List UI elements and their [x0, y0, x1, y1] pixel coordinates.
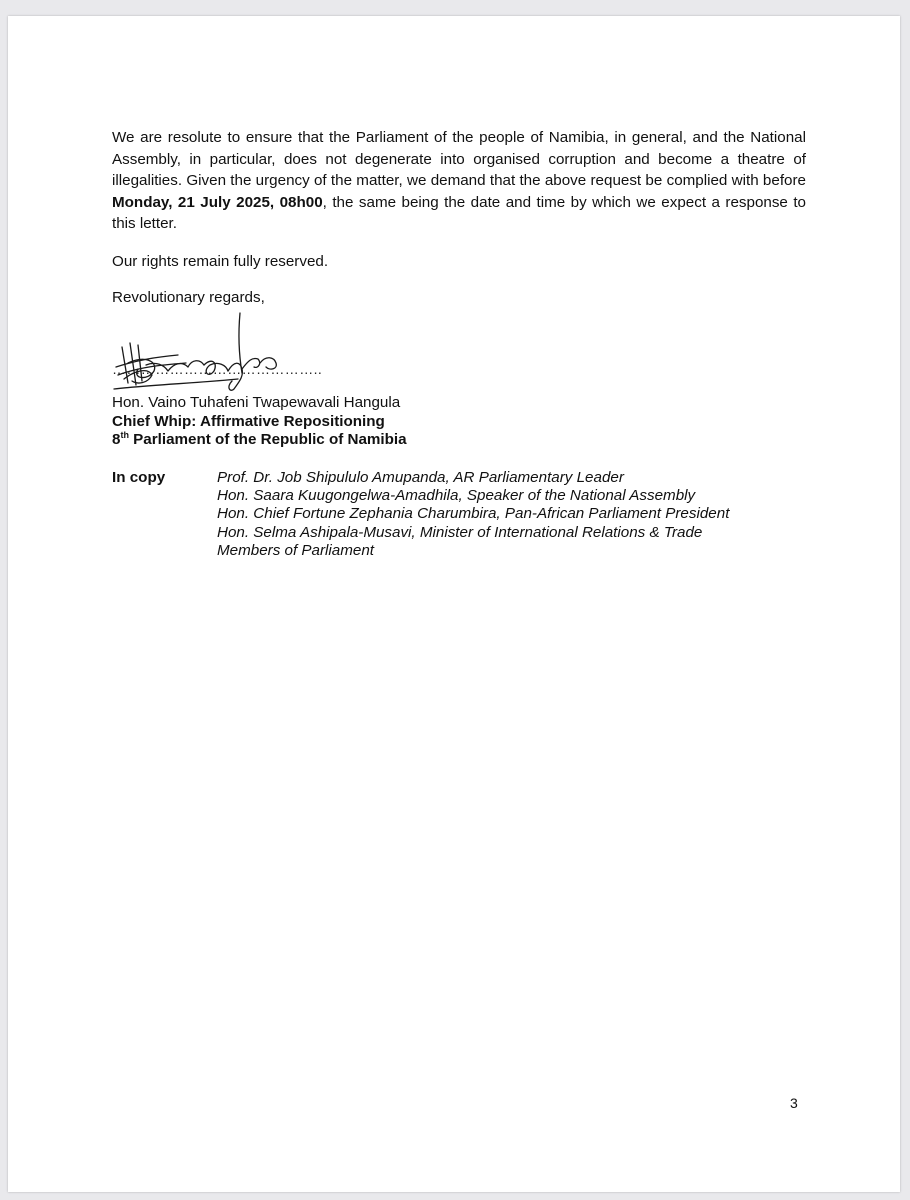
paragraph-resolution	[112, 127, 806, 235]
in-copy-label: In copy	[112, 469, 166, 486]
copy-recipient: Hon. Selma Ashipala-Musavi, Minister of International Relations & Trade	[217, 523, 703, 541]
rights-reserved: Our rights remain fully reserved.	[112, 253, 329, 270]
signature-line: ……………………………………..	[112, 361, 323, 377]
copy-recipient: Members of Parliament	[217, 541, 374, 559]
signer-name: Hon. Vaino Tuhafeni Twapewavali Hangula	[112, 394, 401, 411]
copy-recipient: Hon. Saara Kuugongelwa-Amadhila, Speaker of the National Assembly	[217, 487, 696, 505]
signer-title: Chief Whip: Affirmative Repositioning	[112, 412, 385, 430]
ordinal-number: 8	[112, 431, 121, 448]
para-text-start: We are resolute to ensure that the Parliament of the people of Namibia, in general, and the National Assembly, in particular, does not degenerate into organised corruption and become a theatre of illegalities. Given the urgency of the matter, we demand that the above request be complied with before	[112, 129, 806, 189]
ordinal-suffix: th	[120, 429, 129, 440]
copy-recipient: Prof. Dr. Job Shipululo Amupanda, AR Parliamentary Leader	[217, 469, 624, 486]
closing-salutation: Revolutionary regards,	[112, 289, 265, 306]
signature-image	[108, 305, 308, 395]
signer-block	[112, 394, 407, 450]
deadline-date: Monday, 21 July 2025, 08h00	[112, 193, 323, 211]
copy-recipient: Hon. Chief Fortune Zephania Charumbira, Pan-African Parliament President	[217, 505, 730, 523]
parliament-text: Parliament of the Republic of Namibia	[128, 431, 407, 448]
copy-recipients-list	[217, 469, 729, 560]
page-number: 3	[790, 1095, 798, 1111]
letter-page	[8, 16, 900, 1192]
para-text-end: , the same being the date and time by which we expect a response to this letter.	[112, 193, 807, 232]
signer-parliament	[112, 431, 407, 450]
